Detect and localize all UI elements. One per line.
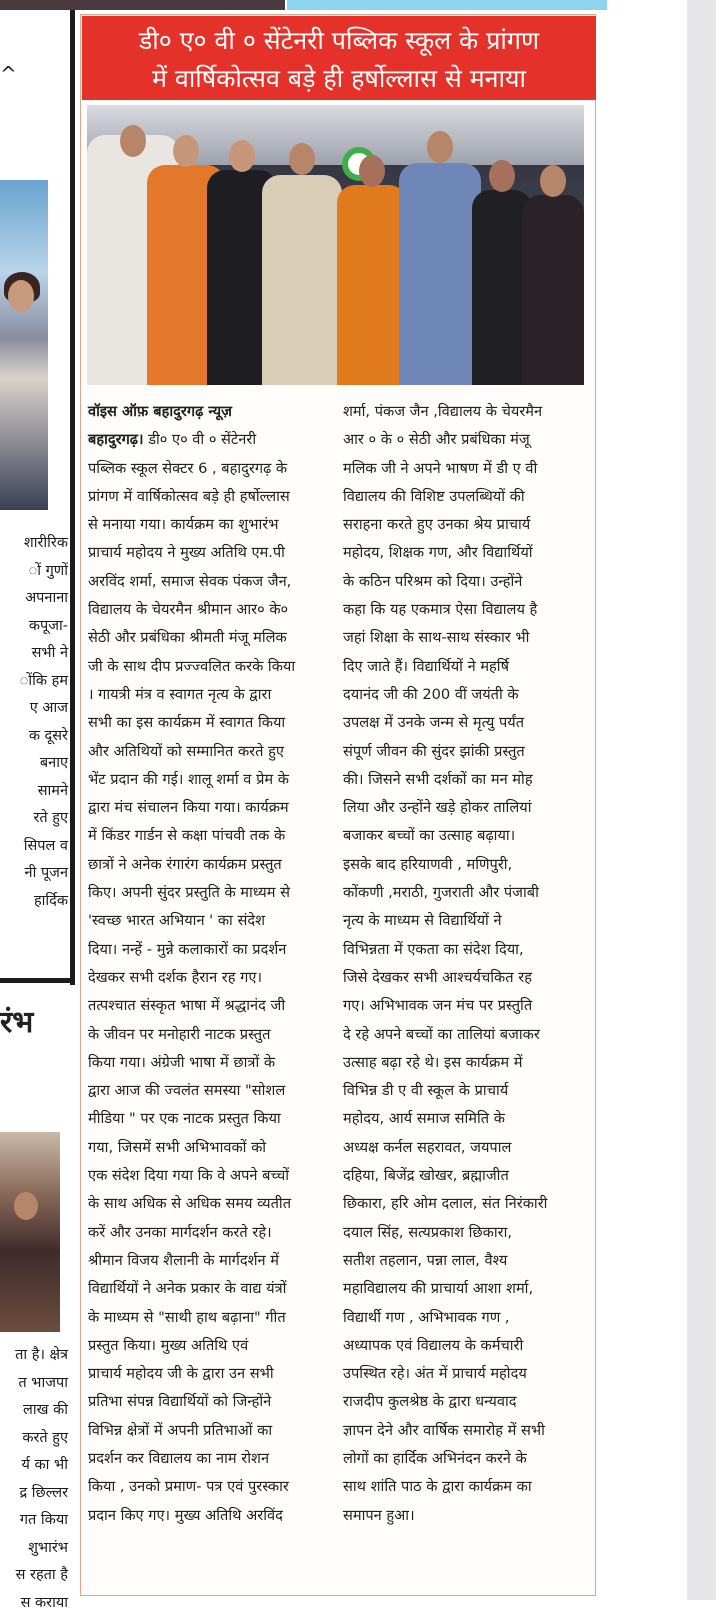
text-line: इसके बाद हरियाणवी , मणिपुरी, bbox=[343, 851, 587, 879]
text-line: दिए जाते हैं। विद्यार्थियों ने महर्षि bbox=[343, 653, 587, 681]
text-line: अपनाना bbox=[0, 585, 68, 613]
text-line: ए आज bbox=[0, 695, 68, 723]
byline bbox=[88, 398, 336, 426]
text-line: विद्यार्थियों ने अनेक प्रकार के वाद्य यंत्रों bbox=[88, 1275, 336, 1303]
text-line: और अतिथियों को सम्मानित करते हुए bbox=[88, 738, 336, 766]
text-line: सतीश तहलान, पन्ना लाल, वैश्य bbox=[343, 1247, 587, 1275]
text-line: सिपल व bbox=[0, 833, 68, 861]
text-line: प्राचार्य महोदय जी के द्वारा उन सभी bbox=[88, 1360, 336, 1388]
text-line: समापन हुआ। bbox=[343, 1502, 587, 1530]
text-line: अध्यक्ष कर्नल सहरावत, जयपाल bbox=[343, 1134, 587, 1162]
adjacent-text-block-1 bbox=[0, 530, 68, 915]
text-line: एक संदेश दिया गया कि वे अपने बच्चों bbox=[88, 1162, 336, 1190]
text-line: प्रस्तुत किया। मुख्य अतिथि एवं bbox=[88, 1332, 336, 1360]
text-line: किए। अपनी सुंदर प्रस्तुति के माध्यम से bbox=[88, 879, 336, 907]
text-line: छात्रों ने अनेक रंगारंग कार्यक्रम प्रस्तुत bbox=[88, 851, 336, 879]
text-line: की। जिसने सभी दर्शकों का मन मोह bbox=[343, 766, 587, 794]
text-line: क दूसरे bbox=[0, 723, 68, 751]
text-line: देखकर सभी दर्शक हैरान रह गए। bbox=[88, 964, 336, 992]
text-line: त भाजपा bbox=[0, 1370, 68, 1398]
text-line: 'स्वच्छ भारत अभियान ' का संदेश bbox=[88, 907, 336, 935]
text-line: अरविंद शर्मा, समाज सेवक पंकज जैन, bbox=[88, 568, 336, 596]
text-line: किया , उनको प्रमाण- पत्र एवं पुरस्कार bbox=[88, 1473, 336, 1501]
text-line: कहा कि यह एकमात्र ऐसा विद्यालय है bbox=[343, 596, 587, 624]
text-line: । गायत्री मंत्र व स्वागत नृत्य के द्वारा bbox=[88, 681, 336, 709]
text-line: प्रदर्शन कर विद्यालय का नाम रोशन bbox=[88, 1445, 336, 1473]
text-line: सभी का इस कार्यक्रम में स्वागत किया bbox=[88, 709, 336, 737]
text-line: प्रतिभा संपन्न विद्यार्थियों को जिन्होंने bbox=[88, 1388, 336, 1416]
text-line: महोदय, शिक्षक गण, और विद्यार्थियों bbox=[343, 539, 587, 567]
top-bar-highlight bbox=[287, 0, 607, 10]
text-line: अध्यापक एवं विद्यालय के कर्मचारी bbox=[343, 1332, 587, 1360]
text-line: दयानंद जी की 200 वीं जयंती के bbox=[343, 681, 587, 709]
column1-body bbox=[88, 455, 336, 1530]
text-line: ज्ञापन देने और वार्षिक समारोह में सभी bbox=[343, 1417, 587, 1445]
byline-place: बहादुरगढ़। bbox=[88, 431, 144, 448]
text-line: प्रांगण में वार्षिकोत्सव बड़े ही हर्षोल्लास bbox=[88, 483, 336, 511]
text-line: विद्यार्थी गण , अभिभावक गण , bbox=[343, 1304, 587, 1332]
text-line: ता है। क्षेत्र bbox=[0, 1342, 68, 1370]
text-line: लोगों का हार्दिक अभिनंदन करने के bbox=[343, 1445, 587, 1473]
article-column-2 bbox=[343, 398, 587, 1530]
text-line: के माध्यम से "साथी हाथ बढ़ाना" गीत bbox=[88, 1304, 336, 1332]
text-line: तत्पश्चात संस्कृत भाषा में श्रद्धानंद जी bbox=[88, 992, 336, 1020]
text-line: श्रीमान विजय शैलानी के मार्गदर्शन में bbox=[88, 1247, 336, 1275]
text-line: ोंकि हम bbox=[0, 668, 68, 696]
text-line: सभी ने bbox=[0, 640, 68, 668]
text-line: शुभारंभ bbox=[0, 1535, 68, 1563]
text-line: जहां शिक्षा के साथ-साथ संस्कार भी bbox=[343, 624, 587, 652]
headline-line-2: में वार्षिकोत्सव बड़े ही हर्षोल्लास से मनाया bbox=[82, 60, 596, 98]
byline-place-line bbox=[88, 426, 336, 454]
adjacent-text-block-2 bbox=[0, 1342, 68, 1617]
text-line: शर्मा, पंकज जैन ,विद्यालय के चेयरमैन bbox=[343, 398, 587, 426]
article-column-1 bbox=[88, 398, 336, 1530]
text-line: साथ शांति पाठ के द्वारा कार्यक्रम का bbox=[343, 1473, 587, 1501]
text-line: र्य का भी bbox=[0, 1452, 68, 1480]
text-line: द्वारा मंच संचालन किया गया। कार्यक्रम bbox=[88, 794, 336, 822]
text-line: रते हुए bbox=[0, 805, 68, 833]
column-divider bbox=[70, 10, 75, 985]
text-line: कपूजा- bbox=[0, 613, 68, 641]
text-line: प्राचार्य महोदय ने मुख्य अतिथि एम.पी bbox=[88, 539, 336, 567]
text-line: लाख की bbox=[0, 1397, 68, 1425]
text-line: प्रदान किए गए। मुख्य अतिथि अरविंद bbox=[88, 1502, 336, 1530]
text-line: मलिक जी ने अपने भाषण में डी ए वी bbox=[343, 455, 587, 483]
headline-line-1: डी० ए० वी ० सेंटेनरी पब्लिक स्कूल के प्रांगण bbox=[82, 22, 596, 60]
text-line: गए। अभिभावक जन मंच पर प्रस्तुति bbox=[343, 992, 587, 1020]
text-line: मीडिया " पर एक नाटक प्रस्तुत किया bbox=[88, 1105, 336, 1133]
adjacent-heading: रंभ bbox=[0, 1000, 33, 1041]
text-line: करें और उनका मार्गदर्शन करते रहे। bbox=[88, 1219, 336, 1247]
page-margin bbox=[687, 0, 716, 1600]
text-line: उपलक्ष में उनके जन्म से मृत्यु पर्यंत bbox=[343, 709, 587, 737]
text-line: विद्यालय के चेयरमैन श्रीमान आर० के० bbox=[88, 596, 336, 624]
text-line: स रहता है bbox=[0, 1562, 68, 1590]
text-line: विभिन्न क्षेत्रों में अपनी प्रतिभाओं का bbox=[88, 1417, 336, 1445]
text-line: विभिन्न डी ए वी स्कूल के प्राचार्य bbox=[343, 1077, 587, 1105]
text-line: से मनाया गया। कार्यक्रम का शुभारंभ bbox=[88, 511, 336, 539]
adjacent-photo-bottom bbox=[0, 1132, 60, 1332]
text-line: विद्यालय की विशिष्ट उपलब्धियों की bbox=[343, 483, 587, 511]
text-line: नी पूजन bbox=[0, 860, 68, 888]
text-line: गया, जिसमें सभी अभिभावकों को bbox=[88, 1134, 336, 1162]
article-headline bbox=[82, 16, 596, 100]
caret-mark: ^ bbox=[0, 62, 17, 86]
text-line: महोदय, आर्य समाज समिति के bbox=[343, 1105, 587, 1133]
text-line: महाविद्यालय की प्राचार्या आशा शर्मा, bbox=[343, 1275, 587, 1303]
text-line: दयाल सिंह, सत्यप्रकाश छिकारा, bbox=[343, 1219, 587, 1247]
event-photo bbox=[87, 105, 584, 385]
text-line: बनाए bbox=[0, 750, 68, 778]
section-divider bbox=[0, 978, 75, 983]
text-line: उत्साह बढ़ा रहे थे। इस कार्यक्रम में bbox=[343, 1049, 587, 1077]
text-line: बजाकर बच्चों का उत्साह बढ़ाया। bbox=[343, 822, 587, 850]
text-line: हार्दिक bbox=[0, 888, 68, 916]
text-line: राजदीप कुलश्रेष्ठ के द्वारा धन्यवाद bbox=[343, 1388, 587, 1416]
text-line: स कराया bbox=[0, 1590, 68, 1617]
text-line: ों गुणों bbox=[0, 558, 68, 586]
text-line: नृत्य के माध्यम से विद्यार्थियों ने bbox=[343, 907, 587, 935]
text-line: के कठिन परिश्रम को दिया। उन्होंने bbox=[343, 568, 587, 596]
text-line: द्र छिल्लर bbox=[0, 1480, 68, 1508]
text-line: द्वारा आज की ज्वलंत समस्या "सोशल bbox=[88, 1077, 336, 1105]
text-line: दहिया, बिजेंद्र खोखर, ब्रह्माजीत bbox=[343, 1162, 587, 1190]
text-line: सराहना करते हुए उनका श्रेय प्राचार्य bbox=[343, 511, 587, 539]
text-line: जी के साथ दीप प्रज्ज्वलित करके किया bbox=[88, 653, 336, 681]
byline-source: वॉइस ऑफ़ बहादुरगढ़ न्यूज़ bbox=[88, 403, 232, 420]
text-line: भेंट प्रदान की गई। शालू शर्मा व प्रेम के bbox=[88, 766, 336, 794]
text-line: लिया और उन्होंने खड़े होकर तालियां bbox=[343, 794, 587, 822]
text-line: में किंडर गार्डन से कक्षा पांचवी तक के bbox=[88, 822, 336, 850]
text-line: आर ० के ० सेठी और प्रबंधिका मंजू bbox=[343, 426, 587, 454]
column1-first-line: डी० ए० वी ० सेंटेनरी bbox=[148, 431, 256, 448]
adjacent-article-fragment bbox=[0, 10, 72, 1600]
text-line: कोंकणी ,मराठी, गुजराती और पंजाबी bbox=[343, 879, 587, 907]
text-line: करते हुए bbox=[0, 1425, 68, 1453]
text-line: जिसे देखकर सभी आश्चर्यचकित रह bbox=[343, 964, 587, 992]
text-line: विभिन्नता में एकता का संदेश दिया, bbox=[343, 936, 587, 964]
text-line: दिया। नन्हें - मुन्ने कलाकारों का प्रदर्शन bbox=[88, 936, 336, 964]
top-bar-dark bbox=[0, 0, 285, 10]
text-line: शारीरिक bbox=[0, 530, 68, 558]
text-line: छिकारा, हरि ओम दलाल, संत निरंकारी bbox=[343, 1190, 587, 1218]
text-line: गत किया bbox=[0, 1507, 68, 1535]
text-line: के साथ अधिक से अधिक समय व्यतीत bbox=[88, 1190, 336, 1218]
text-line: उपस्थित रहे। अंत में प्राचार्य महोदय bbox=[343, 1360, 587, 1388]
text-line: सेठी और प्रबंधिका श्रीमती मंजू मलिक bbox=[88, 624, 336, 652]
text-line: के जीवन पर मनोहारी नाटक प्रस्तुत bbox=[88, 1021, 336, 1049]
adjacent-photo-top bbox=[0, 180, 48, 510]
text-line: पब्लिक स्कूल सेक्टर 6 , बहादुरगढ़ के bbox=[88, 455, 336, 483]
text-line: संपूर्ण जीवन की सुंदर झांकी प्रस्तुत bbox=[343, 738, 587, 766]
text-line: दे रहे अपने बच्चों का तालियां बजाकर bbox=[343, 1021, 587, 1049]
text-line: किया गया। अंग्रेजी भाषा में छात्रों के bbox=[88, 1049, 336, 1077]
text-line: सामने bbox=[0, 778, 68, 806]
